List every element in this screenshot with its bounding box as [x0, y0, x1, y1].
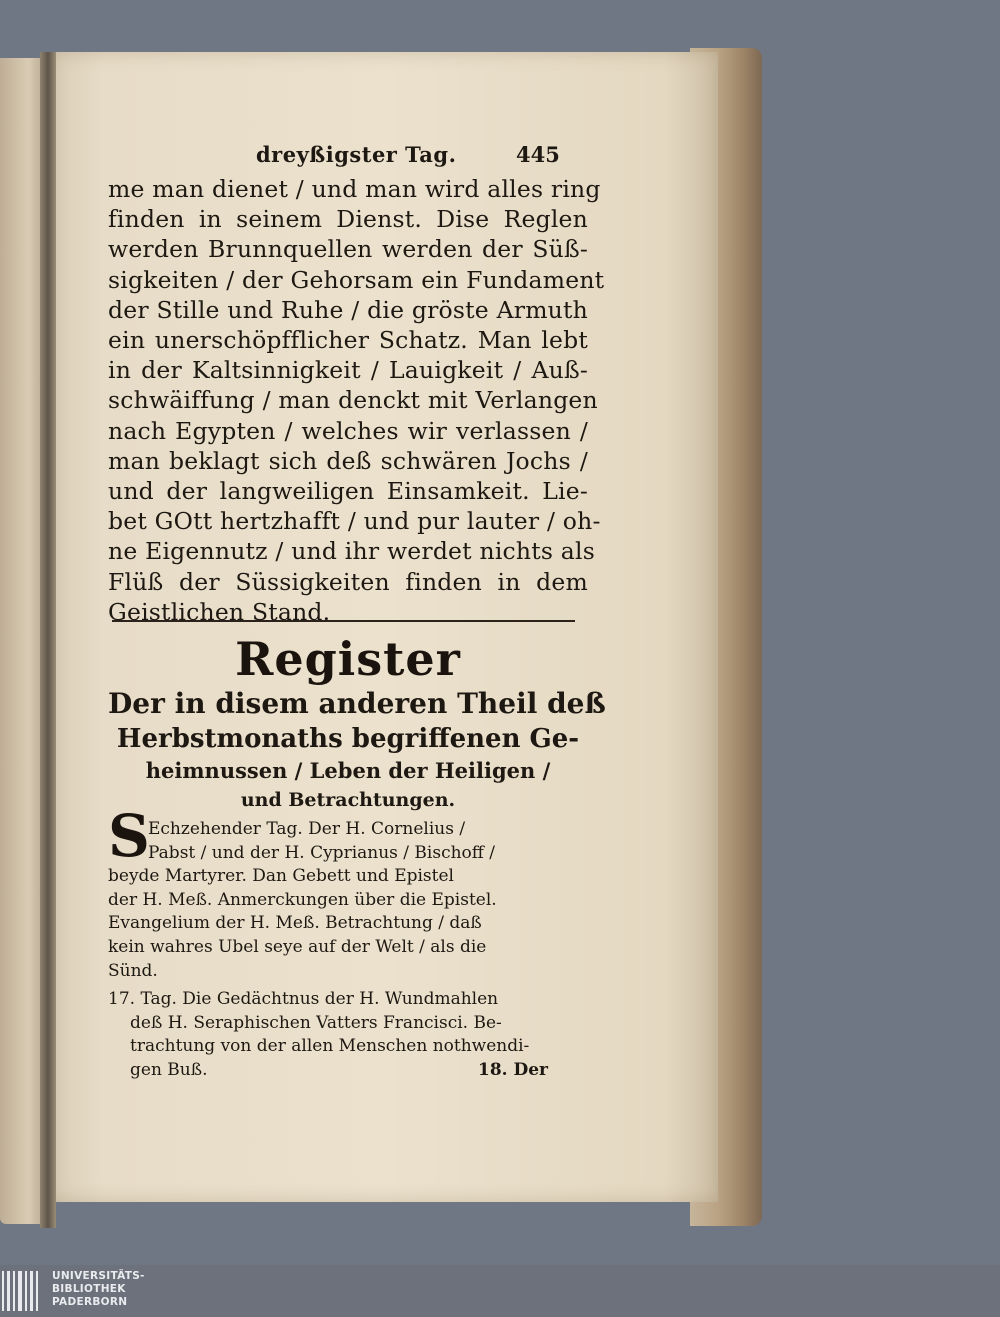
entry-line: 17. Tag. Die Gedächtnus der H. Wundmahlen [108, 989, 499, 1009]
body-line: ne Eigennutz / und ihr werdet nichts als [108, 537, 595, 566]
body-line: me man dienet / und man wird alles ring [108, 175, 601, 203]
entry-line: beyde Martyrer. Dan Gebett und Epistel [108, 866, 454, 887]
entry-line: trachtung von der allen Menschen nothwendi- [130, 1036, 530, 1057]
library-name-line: PADERBORN [52, 1296, 128, 1308]
running-head: dreyßigster Tag. [256, 142, 457, 167]
body-line: Geistlichen Stand. [108, 597, 331, 626]
register-entry-16 [108, 818, 588, 983]
entry-line: deß H. Seraphischen Vatters Francisci. Be- [130, 1012, 502, 1033]
drop-cap: S [108, 802, 150, 870]
body-text [108, 174, 605, 627]
entry-line: Evangelium der H. Meß. Betrachtung / daß [108, 913, 482, 934]
subtitle-line: heimnussen / Leben der Heiligen / [145, 758, 551, 783]
library-name-line: UNIVERSITÄTS- [52, 1270, 145, 1282]
catchword: 18. Der [478, 1060, 549, 1080]
book-gutter [40, 52, 56, 1228]
body-line: nach Egypten / welches wir verlassen / [108, 416, 588, 445]
register-title: Register [235, 632, 461, 686]
body-line: schwäiffung / man denckt mit Verlangen [108, 386, 598, 415]
subtitle-line: und Betrachtungen. [240, 789, 456, 811]
subtitle-line: Herbstmonaths begriffenen Ge- [116, 724, 580, 754]
entry-line: Sünd. [108, 960, 158, 981]
section-rule [112, 620, 575, 622]
entry-line: gen Buß. [130, 1059, 208, 1080]
body-line: in der Kaltsinnigkeit / Lauigkeit / Auß- [108, 356, 588, 385]
library-name-line: BIBLIOTHEK [52, 1283, 126, 1295]
body-line: der Stille und Ruhe / die gröste Armuth [108, 295, 588, 324]
entry-line: Echzehender Tag. Der H. Cornelius / [148, 819, 466, 839]
body-line: man beklagt sich deß schwären Jochs / [108, 446, 588, 475]
entry-line: der H. Meß. Anmerckungen über die Epistel. [108, 889, 497, 910]
page-number: 445 [516, 142, 560, 167]
body-line: bet GOtt hertzhafft / und pur lauter / oh- [108, 507, 601, 536]
page-header [108, 138, 588, 170]
body-line: werden Brunnquellen werden der Süß- [108, 235, 588, 264]
university-library-barcode-logo [0, 1269, 44, 1313]
register-subtitle [108, 686, 606, 814]
body-line: finden in seinem Dienst. Dise Reglen [108, 205, 588, 234]
entry-line: kein wahres Ubel seye auf der Welt / als die [108, 936, 487, 957]
subtitle-line: Der in disem anderen Theil deß [108, 687, 606, 720]
library-name [52, 1270, 252, 1309]
entry-line: Pabst / und der H. Cyprianus / Bischoff / [148, 842, 495, 863]
body-line: ein unerschöpfflicher Schatz. Man lebt [108, 326, 588, 355]
body-line: sigkeiten / der Gehorsam ein Fundament [108, 265, 605, 294]
body-line: und der langweiligen Einsamkeit. Lie- [108, 477, 588, 506]
body-line: Flüß der Süssigkeiten finden in dem [108, 567, 588, 596]
